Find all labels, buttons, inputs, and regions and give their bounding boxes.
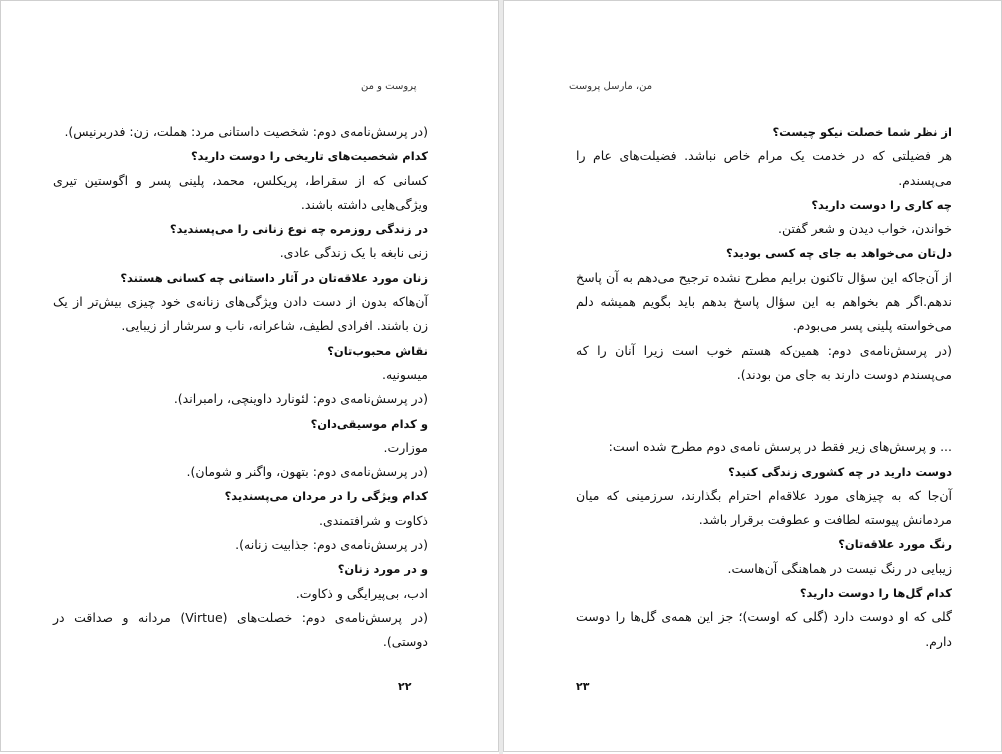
answer-paragraph: (در پرسش‌نامه‌ی دوم: بتهون، واگنر و شومان). xyxy=(186,464,428,480)
page-text xyxy=(53,120,428,655)
answer-paragraph: (در پرسش‌نامه‌ی دوم: خصلت‌های (Virtue) مردانه و صداقت در دوستی). xyxy=(53,609,428,650)
question-line: نقاش محبوب‌تان؟ xyxy=(327,343,428,358)
page-number: ۲۳ xyxy=(576,680,590,693)
answer-paragraph: ... و پرسش‌های زیر فقط در پرسش نامه‌ی دوم مطرح شده است: xyxy=(608,439,952,455)
running-head: من، مارسل پروست xyxy=(569,81,653,92)
answer-paragraph: (در پرسش‌نامه‌ی دوم: همین‌که هستم خوب است زیرا آنان را که می‌پسندم دوست دارند به جای من بودند). xyxy=(576,342,952,382)
answer-paragraph: از آن‌جاکه این سؤال تاکنون برایم مطرح نشده ترجیح می‌دهم به آن پاسخ ندهم.اگر هم بخواهم به این سؤال پاسخ بدهم باید بگویم همیشه دلم می‌خواسته پلینی پسر می‌بودم. xyxy=(576,269,952,334)
running-head: پروست و من xyxy=(361,81,417,92)
question-line: دل‌تان می‌خواهد به جای چه کسی بودید؟ xyxy=(726,246,952,261)
answer-paragraph: زیبایی در رنگ نیست در هماهنگی آن‌هاست. xyxy=(727,560,952,576)
question-line: رنگ مورد علاقه‌تان؟ xyxy=(838,537,952,552)
question-line: چه کاری را دوست دارید؟ xyxy=(811,197,952,212)
answer-paragraph: آن‌جا که به چیزهای مورد علاقه‌ام احترام بگذارند، سرزمینی که میان مردمانش پیوسته لطافت و عطوفت برقرار باشد. xyxy=(576,487,952,528)
answer-paragraph: ادب، بی‌پیرایگی و ذکاوت. xyxy=(295,585,428,601)
question-line: و در مورد زنان؟ xyxy=(337,562,428,577)
answer-paragraph: گلی که او دوست دارد (گلی که اوست)؛ جز این همه‌ی گل‌ها را دوست دارم. xyxy=(576,609,952,649)
question-line: کدام شخصیت‌های تاریخی را دوست دارید؟ xyxy=(190,149,428,164)
left-page xyxy=(0,0,499,752)
answer-paragraph: (در پرسش‌نامه‌ی دوم: جذابیت زنانه). xyxy=(235,537,428,553)
question-line: دوست دارید در چه کشوری زندگی کنید؟ xyxy=(728,464,952,479)
answer-paragraph: خواندن، خواب دیدن و شعر گفتن. xyxy=(778,221,952,237)
answer-paragraph: زنی نابغه با یک زندگی عادی. xyxy=(279,245,428,261)
question-line: در زندگی روزمره چه نوع زنانی را می‌پسندید؟ xyxy=(169,222,428,237)
answer-paragraph: هر فضیلتی که در خدمت یک مرام خاص نباشد. فضیلت‌های عام را می‌پسندم. xyxy=(576,148,952,188)
question-line: کدام ویژگی را در مردان می‌پسندید؟ xyxy=(224,489,428,504)
question-line: و کدام موسیقی‌دان؟ xyxy=(310,416,428,431)
right-page xyxy=(503,0,1002,752)
question-line: زنان مورد علاقه‌تان در آثار داستانی چه کسانی هستند؟ xyxy=(120,270,428,285)
answer-paragraph: (در پرسش‌نامه‌ی دوم: شخصیت داستانی مرد: هملت، زن: فدربرنیس). xyxy=(64,124,428,139)
answer-paragraph: آن‌هاکه بدون از دست دادن ویژگی‌های زنانه‌ی خود چیزی بیش‌تر از یک زن باشند. افرادی لطیف، شاعرانه، ناب و سرشار از زیبایی. xyxy=(53,294,428,334)
answer-paragraph: کسانی که از سقراط، پریکلس، محمد، پلینی پسر و اگوستین تیری ویژگی‌هایی داشته باشند. xyxy=(53,172,428,212)
answer-paragraph: موزارت. xyxy=(383,439,428,455)
section-spacer xyxy=(576,387,952,435)
answer-paragraph: ذکاوت و شرافتمندی. xyxy=(318,512,428,528)
answer-paragraph: میسونیه. xyxy=(381,366,428,382)
answer-paragraph: (در پرسش‌نامه‌ی دوم: لئونارد داوینچی، رامبراند). xyxy=(173,391,428,407)
question-line: کدام گل‌ها را دوست دارید؟ xyxy=(799,586,952,601)
page-text xyxy=(576,120,952,654)
page-number: ۲۲ xyxy=(398,680,412,693)
question-line: از نظر شما خصلت نیکو چیست؟ xyxy=(772,125,952,139)
